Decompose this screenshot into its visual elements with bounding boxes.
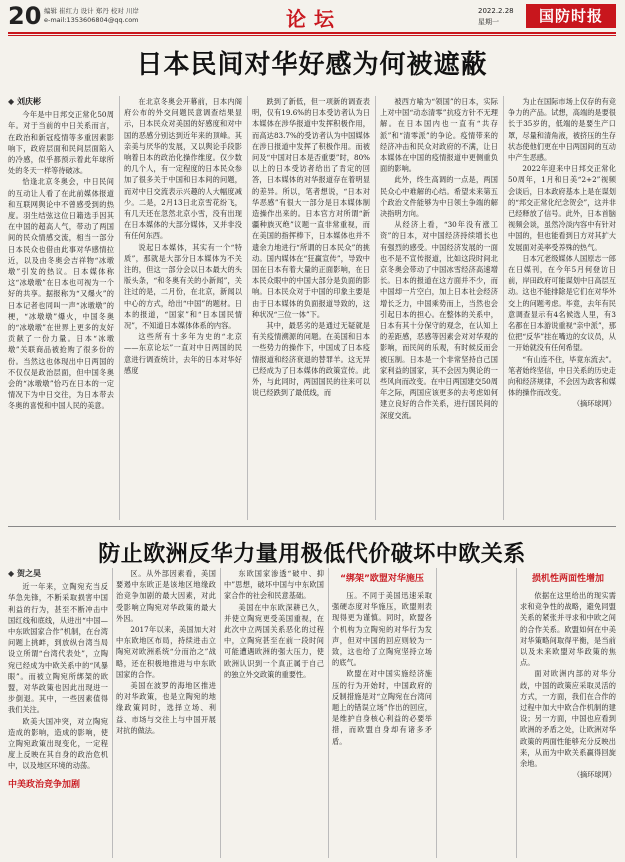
diamond-icon: ◆: [8, 97, 15, 106]
paragraph: 欧盟在对中国实施经济施压的行为开始时，中国政府的反制措施是对“立陶宛在台湾问题上的错误立场”作出的回应，是维护自身核心利益的必要举措，而欧盟自身却有诸多矛盾。: [332, 669, 432, 746]
paragraph: 压。不同于美国迅速采取强硬态度对华施压，欧盟则表现得更为谨慎。同时，欧盟各个机构为立陶宛的对华行为发声，但对中国的回应则较为一致，这也给了立陶宛坚持立场的底气。: [332, 591, 432, 668]
editor-email: e-mail:1353606804@qq.com: [44, 16, 139, 24]
article2-headline: 防止欧洲反华力量用极低代价破坏中欧关系: [98, 542, 526, 567]
article1-headline: 日本民间对华好感为何被遮蔽: [136, 50, 488, 80]
article2-column-3: [224, 568, 324, 858]
paragraph: 日本冗老级媒体人国原志一郎在日媒刊，在今年5月何登访日前，岸田政府可能谋划中日高层互动。这也不能排除是它们在对华外交上的问题考虑。毕竟，去年有民意调查显示有4名候选人里，有3名都在日本游说重视“亲中派”，那位把“反华”挂在嘴边的女议员，从一开始就没有任何希望。: [508, 253, 616, 353]
article2-author: 贺之昊: [16, 569, 41, 578]
article2-column-6: [520, 568, 616, 858]
article2-subhead-1: 中美政治竞争加剧: [8, 779, 81, 790]
paragraph: 从经济上看，“30年没有涨工资”的日本，对中国经济持续增长也有强烈的感受。中国经济发展的一面也不是不宣传报道，比如这段时间北京冬奥会带动了中国冰雪经济高速增长。日本的报道在这方面并不少，而中国却一片空白，加上日本社会经济增长乏力，中国乘势而上，当然也会引起日本的担心。在整体的关系中，日本有其十分保守的观念，在认知上的差距感，恶感等因素会对对华观的影响，而民间的乐观，有时候反而会被压制。日本是一个非常坚持自己国家利益的国家，其不会因为舆论的一些风向而改变。在中日两国建交50周年之际，两国应该更多的去考虑如何建立良好的合作关系，进行国民间的深度交流。: [380, 220, 498, 420]
paragraph: 东欧国家渗透“破中、抑中”思想，破坏中国与中东欧国家合作的社会和民意基础。: [224, 569, 324, 601]
column-divider: [436, 568, 437, 858]
paragraph: 近一年来，立陶宛充当反华急先锋，不断采取损害中国利益的行为，甚至不断冲击中国红线和底线，从进出“中国—中东欧国家合作”机制，在台湾问题上挑衅，到放纵台湾当局设立所谓“台湾代表处”，立陶宛已经成为中欧关系中的“风暴眼”。而被立陶宛所绑架的欧盟，对华政策也因此出现进一步倒退。其中，一些因素值得我们关注。: [8, 582, 108, 715]
article2-column-1: [8, 568, 108, 858]
article2-source: （摘环球网）: [572, 770, 616, 780]
issue-weekday: 星期一: [478, 18, 499, 26]
paragraph: 为止在国际市场上仅存的有竞争力的产品。试想，高端的是要很长于35岁的，低端的是要生产口罩，尽量和清角液，被挤压的生存状态使他们更在中日两国间的互动中产生恶感。: [508, 97, 616, 163]
paragraph: 其中，最恶劣的是通过无疑就是有关疫情溯源的问题。在美国和日本一些势力的操作下，中国成了日本疫情报道和经济衰退的替罪羊。这无异已经成为了日本媒体的政策宣传。此外，与此同时，两国国民的往来可以说已经跌到了最低线，而: [252, 321, 370, 398]
article2-subhead-2: “绑架”欧盟对华施压: [340, 574, 424, 584]
article2-column-2: [116, 568, 216, 858]
paragraph: 2022年迎来中日邦交正常化50周年，1月和日美“2+2”视频会谈后，日本政府基本上是在谋划的“邦交正常化纪念贺会”，这并非已经释放了信号。此外，日本首脑视频会谈，虽然冷淡内容中有针对中国的，但也能看到日方对其扩大发展面对美率受养殊的热气。: [508, 164, 616, 252]
paragraph: 被西方喻为“领国”的日本，实际上对中国“动态清零”抗疫方针不无理解。在日本国内也一直有“共存派”和“清零派”的争论。疫情带来的经济冲击和民众对政府的不满，让日本媒体在中国的疫情报道中更侧重负面的影响。: [380, 97, 498, 174]
paragraph: 恰逢北京冬奥会，中日民间的互动让人看了在此前媒体报道和互联网舆论中不曾感受到的热度。羽生结弦这位日籍选手因其在中国的超高人气，带动了两国间的民众情感交流，相当一部分日本民众也借由此事对华感情拉近，以及由冬奥会吉祥物“冰墩墩”引发的热议。日本媒体称这“冰墩墩”在日本也可视为一个好的共享。据报称为“又爆火”的日本记者也同叫一声“冰墩墩”的梗，“冰墩墩”爆火，中国冬奥的“冰墩墩”在世界上更多的友好贡献了一份力量。日本“冰墩墩”关联商品被抢购了很多份的份。当然这也体现出中日两国的不仅仅是政治层面，但中国冬奥会的“冰墩墩”恰巧在日本的一定情况下为中日交往，为日本带去冬奥的喜悦和中国人民的美意。: [8, 177, 114, 411]
section-title: 论坛: [286, 7, 342, 31]
article1-byline: [8, 96, 114, 107]
header-rule-thin: [8, 35, 616, 36]
paragraph: 区。从外部因素看，美国要遏中东欧正是该地区地缘政治竞争加剧的最大因素，对此受影响立陶宛对华政策的最大外因。: [116, 569, 216, 623]
paragraph: 2017年以来，美国加大对中东欧地区布局，持续进击立陶宛对欧洲系统“分而治之”战略，还在积极地推进与中东欧国家的合作。: [116, 625, 216, 679]
article2-byline: [8, 568, 108, 579]
editor-credits: 编辑 崔红力 设计 郑丹 校对 川岸: [44, 7, 139, 15]
article1-column-2: [124, 96, 242, 520]
paragraph: 面对欧洲内部的对华分歧，中国的政策应采取灵活的方式，一方面，我们在合作的过程中加大中欧合作机制的建设；另一方面，中国也应看到欧洲的矛盾之处，让欧洲对华政策的两面性能够充分反映出来，从而为中欧关系赢得回旋余地。: [520, 669, 616, 769]
column-divider: [119, 96, 120, 520]
article2-col6-body: [520, 590, 616, 769]
article1-column-5: [508, 96, 616, 520]
article2-col3-body: [224, 568, 324, 680]
article2-col2-body: [116, 568, 216, 736]
column-divider: [112, 568, 113, 858]
paragraph: 美国在波罗的海地区推进的对华政策，也是立陶宛的地缘政策同时，选择立场、利益、市场与交往上与中国开展对抗的做法。: [116, 681, 216, 735]
article1-col3-body: [252, 96, 370, 398]
article2-column-4: [332, 568, 432, 858]
column-divider: [220, 568, 221, 858]
article1-author: 刘庆彬: [16, 97, 41, 106]
article1-col2-body: [124, 96, 242, 376]
column-divider: [247, 96, 248, 520]
paragraph: 美国在中东欧深耕已久，并使立陶宛更受美国重视，在此次中立两国关系恶化的过程中，立陶宛甚至在前一段时间可能遭遇欧洲的强大压力，使欧洲认识到一个真正属于自己的独立外交政策的重要性。: [224, 602, 324, 679]
newspaper-logo: 国防时报: [526, 4, 616, 28]
paragraph: 今年是中日邦交正常化50周年。对于当前的中日关系而言，在政治和新冠疫情等多重因素影响下，政府层面和民间层面陷入的冷感，似乎都预示着此年球所处的冬天一样等待破冰。: [8, 110, 114, 176]
paragraph: 说起日本媒体，其实有一个“特质”，那就是大部分日本媒体为不关注的，但这一部分会以日本最大的头版头条，“和冬奥有关的小新闻”，关注过的是，二月份，在北京，新闻以中心的方式，给出“中国”的题材。日本的报道，“国家”和“日本国民情况”，不知道日本媒体体系的内容。: [124, 242, 242, 331]
paragraph: 跌到了新低，但一项新的调查表明，仅有19.6%的日本受访者认为日本媒体在涉华报道中发挥积极作用，而高达83.7%的受访者认为中国媒体在涉日报道中发挥了积极作用。而被问及“中国对日本是否重要”时，80%以上的日本受访者给出了肯定的回答，日本媒体的对华报道存在着明显的差异。所以，笔者想说，“日本对华恶感”有很大一部分是日本媒体制造操作出来的。日本官方对所谓“新疆种族灭绝”议题一直非常重视，而在美国的指挥棒下，日本媒体也并不遗余力地进行“所谓的日本民众”的挑动。国内媒体在“狂赢宣传”，导致中国在日本有着大量的正面影响，在日本民众眼中的中国大部分是负面的影响。日本民众对于中国的印象主要是由于日本媒体的负面报道导致的，这种状况“三位一体”下。: [252, 97, 370, 319]
article1-col1-body: [8, 109, 114, 411]
article1-column-4: [380, 96, 498, 520]
paragraph: “有山连不住，毕竟东流去”。笔者始终坚信，中日关系的历史走向和经济规律，不会因为政客和媒体的操作而改变。: [508, 354, 616, 398]
paragraph: 在北京冬奥会开幕前，日本内阁府公布的外交问题民意调查结果显示，日本民众对美国的好感度和对中国的恶感分别达到近年来的顶峰。其亲美与厌华的发展，又以舆论手段影响着日本的政治化操作维度。仅少数的几个人，有一定程度的日本民众参加了很多关于中国和日本间的问题，而对中日交流表示兴趣的人大幅度减少。二是，2月13日北京雪花纷飞，有几天还在忽然北京小雪，没有出现在日本媒体的大部分媒体，又并非没有任何东西。: [124, 97, 242, 241]
column-divider: [328, 568, 329, 858]
article1-column-3: [252, 96, 370, 520]
paragraph: 依据在这里给出的现实需求和竞争性的战略，避免同盟关系的紧张并寻求和中欧之间的合作关系。欧盟如何在中美对华策略间取得平衡，是当前以及未来欧盟对华政策的焦点。: [520, 591, 616, 668]
column-divider: [375, 96, 376, 520]
page-number: 20: [8, 2, 42, 30]
article1-source: （摘环球网）: [572, 399, 616, 409]
paragraph: 欧美大国冲突，对立陶宛造成的影响，造成的影响，使立陶宛政策出现变化，一定程度上反映在其自身的政治危机中，以及地区环境的动荡。: [8, 716, 108, 771]
article2-col4-body: [332, 590, 432, 747]
diamond-icon: ◆: [8, 569, 15, 578]
article1-col4-body: [380, 96, 498, 421]
article-separator: [8, 526, 616, 527]
article2-col1-body: [8, 581, 108, 771]
article1-column-1: [8, 96, 114, 520]
column-divider: [516, 568, 517, 858]
paragraph: 这些所有十多年为史的“北京——东京论坛”一直对中日两国的民意进行调查统计，去年的日本对华好感度: [124, 332, 242, 375]
article2-subhead-3: 损机性两面性增加: [531, 574, 604, 584]
article2-column-5: [440, 568, 512, 858]
header-rule: [8, 32, 616, 34]
paragraph: 此外，终生高调的一点是，两国民众心中难解的心结。希望未来第五个政治文件能够为中日领土争端的解决指明方向。: [380, 175, 498, 219]
column-divider: [503, 96, 504, 520]
issue-date: 2022.2.28: [478, 7, 514, 15]
article1-col5-body: [508, 96, 616, 398]
